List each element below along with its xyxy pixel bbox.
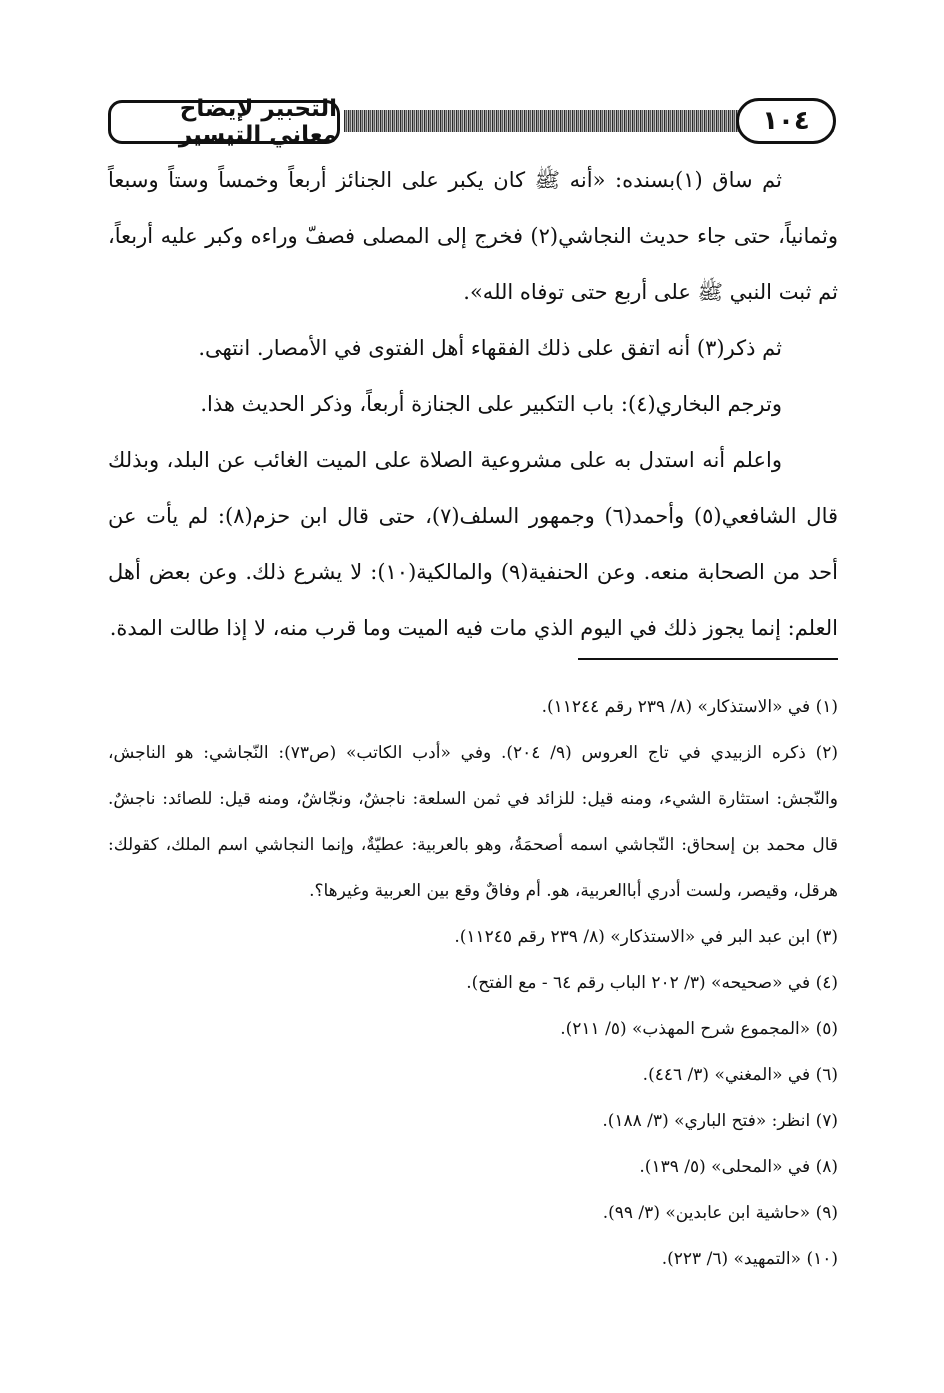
footnote-10: (١٠) «التمهيد» (٦/ ٢٢٣). <box>661 1249 838 1269</box>
footnote-5: (٥) «المجموع شرح المهذب» (٥/ ٢١١). <box>560 1019 838 1039</box>
paragraph-2: ثم ذكر(٣) أنه اتفق على ذلك الفقهاء أهل الفتوى في الأمصار. انتهى. <box>198 336 782 360</box>
footnote-separator <box>578 658 838 660</box>
footnote-1: (١) في «الاستذكار» (٨/ ٢٣٩ رقم ١١٢٤٤). <box>541 697 838 717</box>
paragraph-4: واعلم أنه استدل به على مشروعية الصلاة على الميت الغائب عن البلد، وبذلك قال الشافعي(٥) وأحمد(٦) وجمهور السلف(٧)، حتى قال ابن حزم(٨): لم يأت عن أحد من الصحابة منعه. وعن الحنفية(٩) والمالكية(١٠): لا يشرع ذلك. وعن بعض أهل العلم: إنما يجوز ذلك في اليوم الذي مات فيه الميت وما قرب منه، لا إذا طالت المدة. <box>108 448 839 640</box>
footnote-6: (٦) في «المغني» (٣/ ٤٤٦). <box>642 1065 838 1085</box>
book-title: التحبير لإيضاح معاني التيسير <box>108 100 340 144</box>
main-text <box>108 152 838 656</box>
footnote-7: (٧) انظر: «فتح الباري» (٣/ ١٨٨). <box>602 1111 838 1131</box>
page-header <box>108 96 838 154</box>
footnotes <box>108 684 838 1282</box>
footnote-3: (٣) ابن عبد البر في «الاستذكار» (٨/ ٢٣٩ رقم ١١٢٤٥). <box>454 927 838 947</box>
footnote-8: (٨) في «المحلى» (٥/ ١٣٩). <box>639 1157 838 1177</box>
footnote-4: (٤) في «صحيحه» (٣/ ٢٠٢ الباب رقم ٦٤ - مع الفتح). <box>466 973 838 993</box>
paragraph-1: ثم ساق (١)بسنده: «أنه ﷺ كان يكبر على الجنائز أربعاً وخمساً وستاً وسبعاً وثمانياً، حتى جاء حديث النجاشي(٢) فخرج إلى المصلى فصفّ وراءه وكبر عليه أربعاً، ثم ثبت النبي ﷺ على أربع حتى توفاه الله». <box>108 168 839 304</box>
paragraph-3: وترجم البخاري(٤): باب التكبير على الجنازة أربعاً، وذكر الحديث هذا. <box>200 392 782 416</box>
page-number: ١٠٤ <box>736 98 836 144</box>
footnote-9: (٩) «حاشية ابن عابدين» (٣/ ٩٩). <box>602 1203 838 1223</box>
footnote-2: (٢) ذكره الزبيدي في تاج العروس (٩/ ٢٠٤). وفي «أدب الكاتب» (ص٧٣): النّجاشي: هو الناجش، والنّجش: استثارة الشيء، ومنه قيل: للزائد في ثمن السلعة: ناجشٌ، ونجّاشٌ، ومنه قيل: للصائد: ناجشٌ. قال محمد بن إسحاق: النّجاشي اسمه أصحمَةُ، وهو بالعربية: عطيّةٌ، وإنما النجاشي اسم الملك، كقولك: هرقل، وقيصر، ولست أدري أباالعربية، هو. أم وفاقٌ وقع بين العربية وغيرها؟. <box>108 743 838 901</box>
